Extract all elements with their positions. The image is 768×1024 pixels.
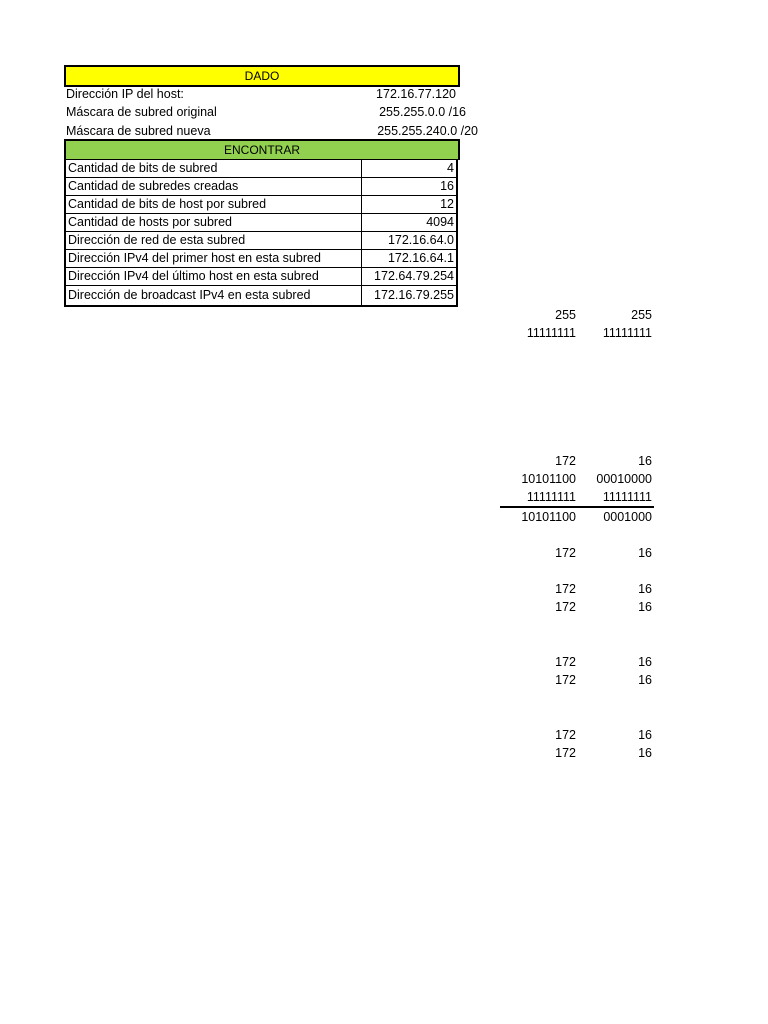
mask-octet-1: 255 bbox=[555, 308, 576, 322]
find-label: Dirección de red de esta subred bbox=[65, 232, 362, 250]
and-result-binary-1: 10101100 bbox=[521, 510, 576, 524]
given-label: Dirección IP del host: bbox=[66, 87, 184, 101]
row-d-octet-2: 16 bbox=[638, 746, 652, 760]
given-label: Máscara de subred original bbox=[66, 105, 217, 119]
find-value: 172.64.79.254 bbox=[362, 268, 457, 286]
mask-binary-1: 11111111 bbox=[526, 326, 576, 340]
find-label: Dirección IPv4 del último host en esta subred bbox=[65, 268, 362, 286]
find-label: Cantidad de bits de subred bbox=[65, 160, 362, 178]
row-c-octet-2: 16 bbox=[638, 728, 652, 742]
given-row-new-mask bbox=[66, 122, 478, 140]
find-value: 172.16.64.1 bbox=[362, 250, 457, 268]
table-row bbox=[65, 178, 457, 196]
row-a-octet-2: 16 bbox=[638, 655, 652, 669]
find-value: 4094 bbox=[362, 214, 457, 232]
last-host-octet-1: 172 bbox=[555, 600, 576, 614]
table-row bbox=[65, 160, 457, 178]
ip-octet-1: 172 bbox=[555, 454, 576, 468]
find-label: Dirección IPv4 del primer host en esta subred bbox=[65, 250, 362, 268]
table-row bbox=[65, 196, 457, 214]
row-b-octet-1: 172 bbox=[555, 673, 576, 687]
find-header: ENCONTRAR bbox=[64, 139, 460, 160]
find-label: Cantidad de bits de host por subred bbox=[65, 196, 362, 214]
given-label: Máscara de subred nueva bbox=[66, 124, 211, 138]
ip-binary-1: 10101100 bbox=[521, 472, 576, 486]
find-value: 12 bbox=[362, 196, 457, 214]
mask-binary-2: 11111111 bbox=[602, 326, 652, 340]
given-value: 255.255.0.0 /16 bbox=[379, 105, 466, 119]
first-host-octet-2: 16 bbox=[638, 582, 652, 596]
find-value: 172.16.79.255 bbox=[362, 286, 457, 307]
given-row-original-mask bbox=[66, 103, 466, 121]
find-label: Cantidad de subredes creadas bbox=[65, 178, 362, 196]
and-result-binary-2: 0001000 bbox=[603, 510, 652, 524]
ip-octet-2: 16 bbox=[638, 454, 652, 468]
given-value: 172.16.77.120 bbox=[376, 87, 456, 101]
last-host-octet-2: 16 bbox=[638, 600, 652, 614]
row-b-octet-2: 16 bbox=[638, 673, 652, 687]
table-row bbox=[65, 232, 457, 250]
find-table bbox=[64, 159, 458, 307]
mask-octet-2: 255 bbox=[631, 308, 652, 322]
table-row bbox=[65, 286, 457, 307]
find-value: 172.16.64.0 bbox=[362, 232, 457, 250]
given-row-host-ip bbox=[66, 85, 466, 103]
table-row bbox=[65, 268, 457, 286]
network-octet-1: 172 bbox=[555, 546, 576, 560]
find-label: Cantidad de hosts por subred bbox=[65, 214, 362, 232]
find-label: Dirección de broadcast IPv4 en esta subred bbox=[65, 286, 362, 307]
network-octet-2: 16 bbox=[638, 546, 652, 560]
ip-binary-2: 00010000 bbox=[596, 472, 652, 486]
table-row bbox=[65, 214, 457, 232]
and-mask-binary-1: 11111111 bbox=[526, 490, 576, 504]
find-value: 4 bbox=[362, 160, 457, 178]
table-row bbox=[65, 250, 457, 268]
given-value: 255.255.240.0 /20 bbox=[377, 124, 478, 138]
given-header: DADO bbox=[64, 65, 460, 87]
row-d-octet-1: 172 bbox=[555, 746, 576, 760]
find-value: 16 bbox=[362, 178, 457, 196]
first-host-octet-1: 172 bbox=[555, 582, 576, 596]
and-mask-binary-2: 11111111 bbox=[602, 490, 652, 504]
row-a-octet-1: 172 bbox=[555, 655, 576, 669]
row-c-octet-1: 172 bbox=[555, 728, 576, 742]
